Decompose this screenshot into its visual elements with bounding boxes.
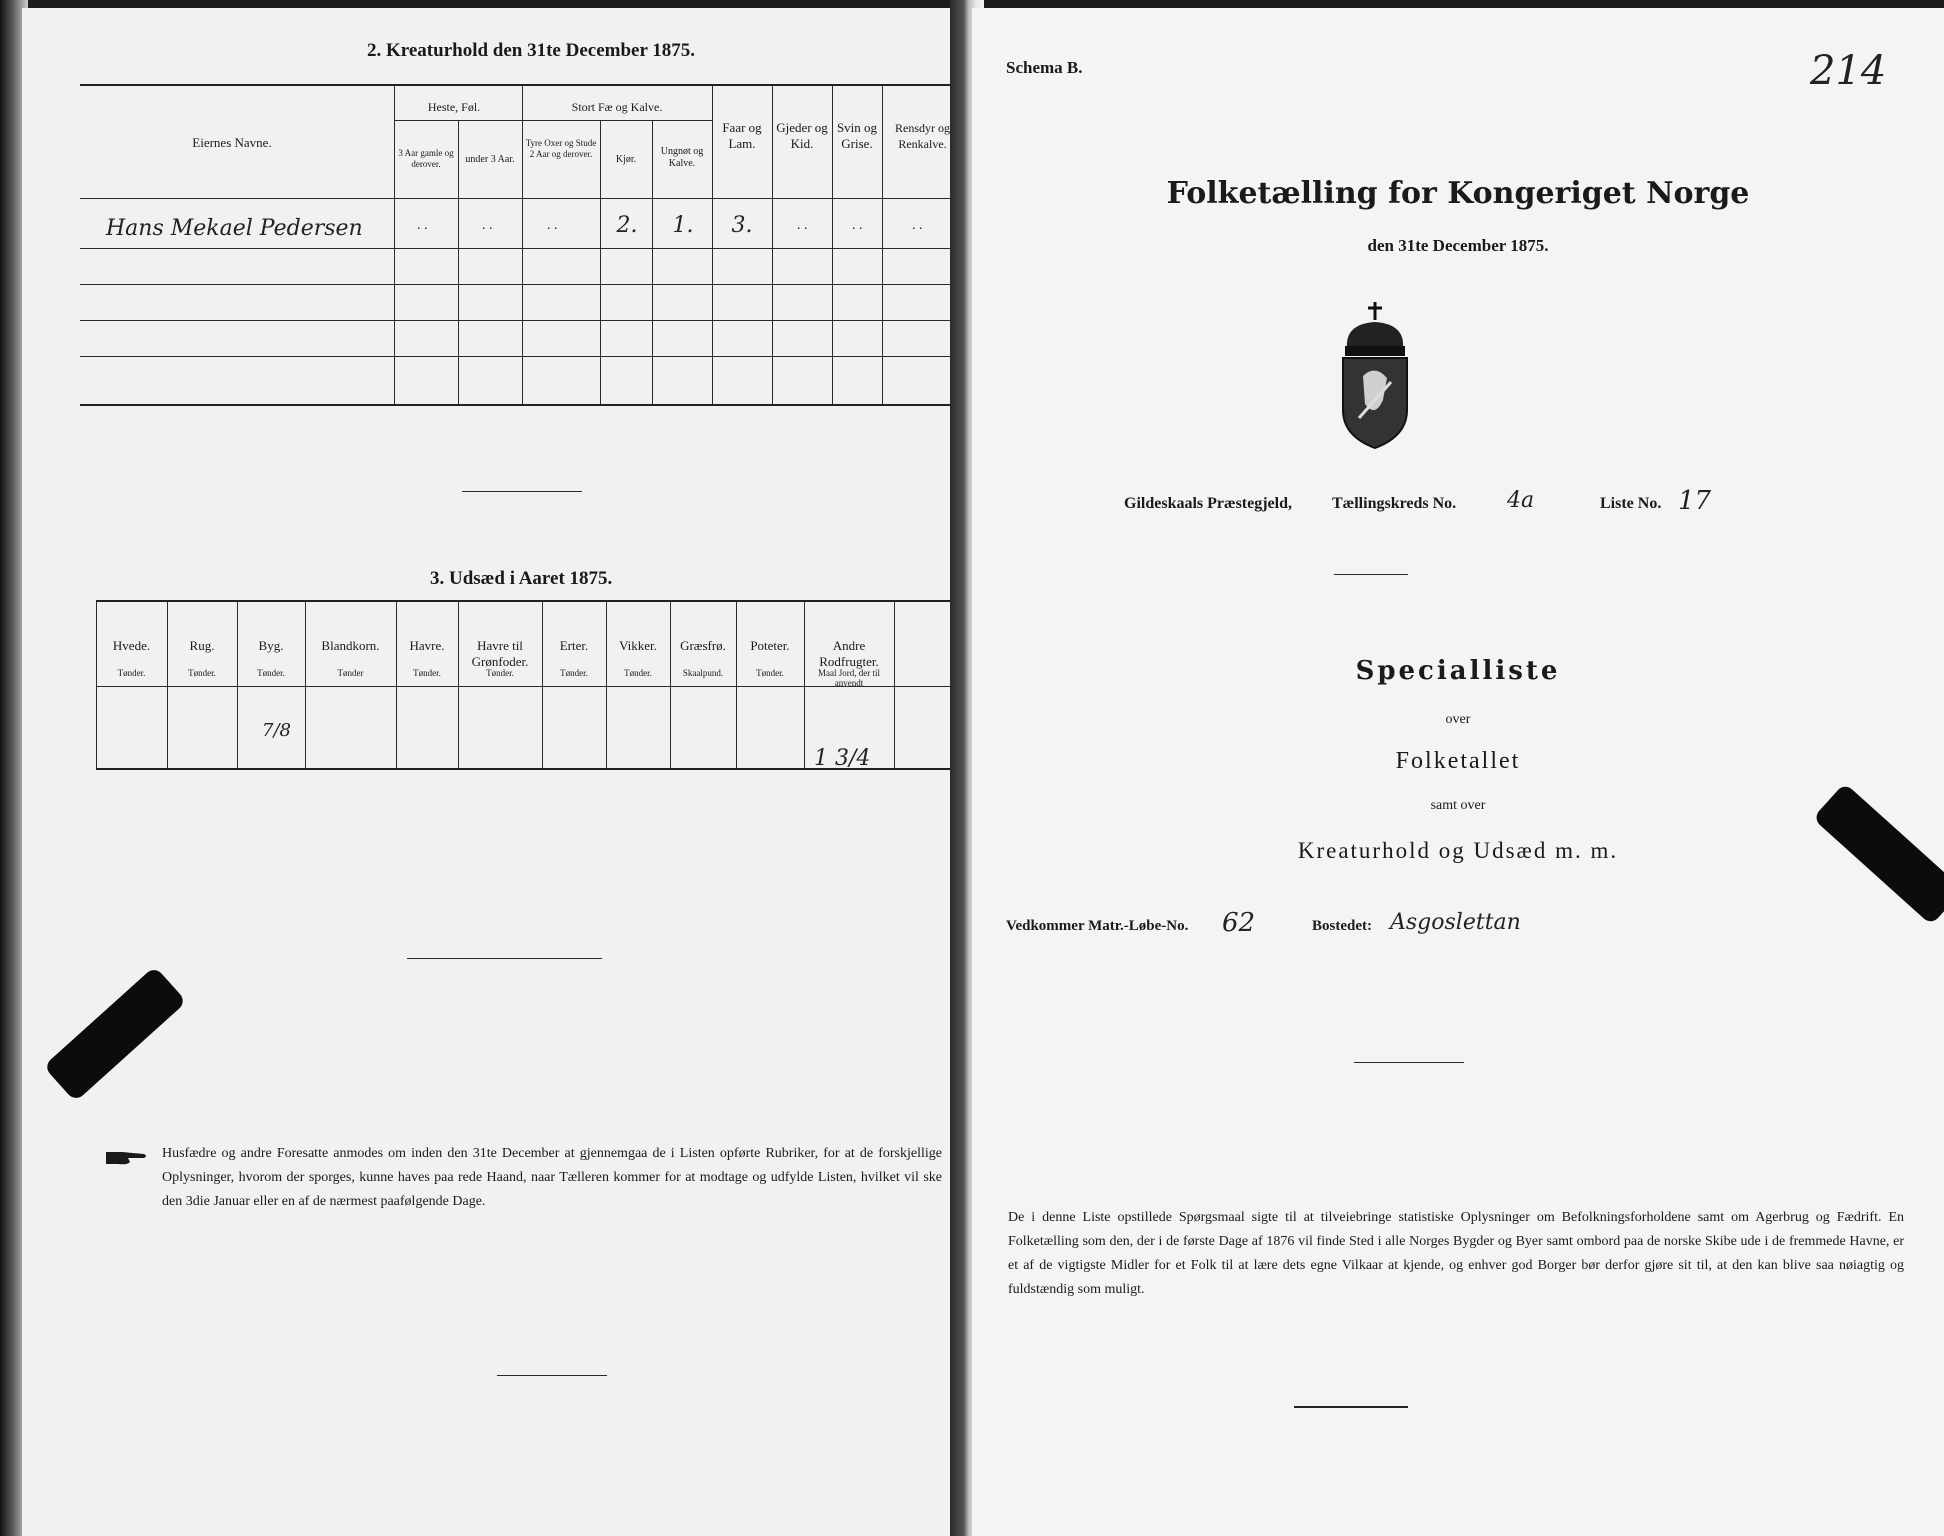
sowing-unit: Tønder. (756, 668, 784, 678)
col-tyre: Tyre Oxer og Stude 2 Aar og derover. (525, 138, 597, 159)
sowing-col-rule (670, 600, 671, 768)
sowing-unit: Tønder. (560, 668, 588, 678)
col-ungnot: Ungnøt og Kalve. (660, 146, 704, 169)
dots: . . (482, 218, 493, 233)
sowing-unit: Tønder. (117, 668, 146, 678)
separator (407, 958, 602, 959)
sowing-unit: Skaalpund. (682, 668, 724, 678)
coat-of-arms-icon (1335, 300, 1415, 450)
page-number: 214 (1810, 48, 1887, 94)
poteter-value: 1 3/4 (814, 746, 871, 771)
col-svin: Svin og Grise. (836, 120, 878, 151)
col-heste-old: 3 Aar gamle og derover. (398, 148, 454, 169)
col-kjor: Kjør. (615, 154, 637, 165)
dots: . . (417, 218, 428, 233)
col-rensdyr: Rensdyr og Renkalve. (895, 121, 950, 151)
dots: . . (912, 218, 923, 233)
sowing-col-rule (305, 600, 306, 768)
faar-value: 3. (731, 213, 753, 238)
notice-text: Husfædre og andre Foresatte anmodes om inden den 31te December at gjennemgaa de i Listen opførte Rubriker, for at de forskjellige Oplysninger, hvorom der sporges, kunne haves paa rede Haand, naar Tælleren kommer for at modtage og udfylde Listen, hvilket vil ske den 3die Januar eller en af de nærmest paafølgende Dage. (162, 1146, 942, 1209)
separator (462, 491, 582, 492)
sowing-header: Andre Rodfrugter. (819, 638, 879, 669)
matr-label: Vedkommer Matr.-Løbe-No. (1006, 918, 1189, 934)
col-heste-young: under 3 Aar. (465, 154, 515, 165)
samt-over-text: samt over (1430, 798, 1486, 813)
sowing-header-rule (96, 686, 962, 687)
parish-name: Gildeskaals Præstegjeld, (1124, 495, 1292, 512)
sowing-header: Hvede. (112, 638, 151, 653)
sowing-header: Havre til Grønfoder. (471, 638, 529, 669)
matr-value: 62 (1222, 908, 1256, 938)
separator (1354, 1062, 1464, 1063)
col-faar: Faar og Lam. (722, 120, 762, 151)
specialliste-title: Specialliste (1355, 656, 1561, 686)
sowing-col-rule (396, 600, 397, 768)
sowing-unit: Tønder (337, 668, 364, 678)
main-title: Folketælling for Kongeriget Norge (1166, 176, 1750, 211)
sowing-col-rule (237, 600, 238, 768)
right-page (972, 8, 1944, 1536)
sowing-header: Blandkorn. (321, 638, 380, 653)
dots: . . (547, 218, 558, 233)
sowing-header: Græsfrø. (680, 638, 726, 653)
stort-group-header: Stort Fæ og Kalve. (571, 100, 663, 114)
over-text: over (1445, 712, 1471, 727)
sowing-col-rule (894, 600, 895, 768)
col-gjeder: Gjeder og Kid. (776, 120, 828, 151)
sowing-bottom-rule (96, 768, 962, 770)
owner-name: Hans Mekael Pedersen (106, 216, 363, 241)
ungnot-value: 1. (672, 213, 694, 238)
separator (1294, 1406, 1408, 1408)
kjor-value: 2. (616, 213, 638, 238)
date-line: den 31te December 1875. (1367, 236, 1549, 255)
district-label: Tællingskreds No. (1332, 495, 1457, 512)
sowing-unit: Tønder. (486, 668, 514, 678)
bosted-label: Bostedet: (1312, 918, 1372, 934)
header-bottom-rule (80, 198, 962, 199)
dots: . . (797, 218, 808, 233)
sowing-unit: Tønder. (257, 668, 285, 678)
sowing-unit: Tønder. (624, 668, 652, 678)
row-rule (80, 320, 962, 321)
sowing-col-rule (96, 600, 97, 768)
sowing-col-rule (458, 600, 459, 768)
section2-title: 2. Kreaturhold den 31te December 1875. (367, 40, 696, 61)
sowing-header: Erter. (559, 638, 589, 653)
heste-group-header: Heste, Føl. (427, 100, 481, 114)
intro-paragraph: De i denne Liste opstillede Spørgsmaal sigte til at tilveiebringe statistiske Oplysninger om Befolkningsforholdene samt om Agerbrug og Fædrift. En Folketælling som den, der i de første Dage af 1876 vil finde Sted i alle Norges Bygder og Byer samt ombord paa de norske Skibe ude i de fremmede Havne, er et af de vigtigste Midler for et Folk til at lære dets egne Vilkaar at kjende, og enhver god Borger bør derfor gjøre sit til, at den kan blive saa nøiagtig og fuldstændig som muligt. (1008, 1210, 1904, 1297)
sowing-header: Havre. (409, 638, 445, 653)
row-rule (80, 356, 962, 357)
left-page (22, 8, 962, 1536)
sowing-col-rule (167, 600, 168, 768)
byg-value: 7/8 (262, 720, 291, 741)
section3-title: 3. Udsæd i Aaret 1875. (430, 568, 613, 589)
sowing-unit: Tønder. (188, 668, 216, 678)
bosted-value: Asgoslettan (1390, 910, 1521, 935)
district-value: 4a (1507, 488, 1535, 513)
sowing-col-rule (606, 600, 607, 768)
schema-label: Schema B. (1006, 58, 1083, 77)
sowing-header: Byg. (258, 638, 284, 653)
list-label: Liste No. (1600, 495, 1662, 512)
dots: . . (852, 218, 863, 233)
owner-header: Eiernes Navne. (192, 135, 272, 150)
table-top-rule (80, 84, 962, 86)
sub-rule (522, 120, 712, 121)
row-rule (80, 248, 962, 249)
folketallet-title: Folketallet (1395, 748, 1521, 774)
pointing-hand-icon (104, 1148, 148, 1166)
sowing-header: Rug. (189, 638, 215, 653)
list-value: 17 (1678, 486, 1712, 516)
sowing-unit: Tønder. (413, 668, 441, 678)
sowing-unit: Maal Jord, der til anvendt (818, 668, 880, 688)
sowing-header: Vikker. (619, 638, 657, 653)
sowing-header: Poteter. (750, 638, 790, 653)
row-rule (80, 284, 962, 285)
kreaturhold-title: Kreaturhold og Udsæd m. m. (1297, 838, 1619, 863)
sowing-top-rule (96, 600, 962, 602)
separator (1334, 574, 1408, 575)
sowing-col-rule (736, 600, 737, 768)
table-bottom-rule (80, 404, 962, 406)
separator (497, 1375, 607, 1376)
sowing-col-rule (542, 600, 543, 768)
